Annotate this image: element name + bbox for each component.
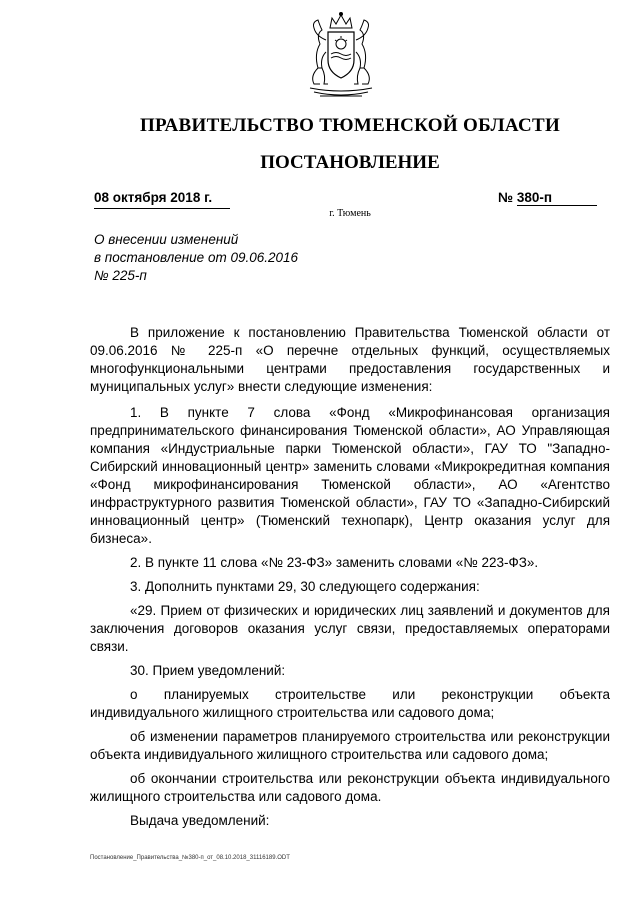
intro-paragraph: В приложение к постановлению Правительства Тюменской области от 09.06.2016 № 225-п «О перечне отдельных функций, осуществляемых многофункциональными центрами предоставления государственных и муниципальных услуг» внести следующие изменения: (90, 325, 610, 394)
notice-change-paragraph: об изменении параметров планируемого строительства или реконструкции объекта индивидуального жилищного строительства или садового дома; (90, 729, 610, 762)
decree-number: 380-п (517, 190, 597, 206)
issuance-paragraph: Выдача уведомлений: (130, 813, 270, 828)
decree-body (90, 324, 610, 836)
document-type: ПОСТАНОВЛЕНИЕ (260, 152, 440, 173)
city-name: г. Тюмень (329, 208, 371, 219)
notice-completion-paragraph: об окончании строительства или реконструкции объекта индивидуального жилищного строительства или садового дома. (90, 771, 610, 804)
number-sign: № (498, 190, 514, 205)
decree-subject (94, 231, 354, 285)
subject-line: в постановление от 09.06.2016 (94, 250, 299, 265)
notice-planned-paragraph: о планируемых строительстве или реконструкции объекта индивидуального жилищного строительства или садового дома; (90, 687, 610, 720)
decree-date: 08 октября 2018 г. (94, 190, 230, 209)
item-1-paragraph: 1. В пункте 7 слова «Фонд «Микрофинансовая организация предпринимательского финансирования Тюменской области», АО Управляющая компания «Индустриальные парки Тюменской области», ГАУ ТО "Западно-Сибирский инновационный центр» заменить словами «Микрокредитная компания «Фонд микрофинансирования Тюменской области», АО «Агентство инфраструктурного развития Тюменской области», ГАУ ТО «Западно-Сибирский инновационный центр» (Тюменский технопарк), Центр оказания услуг для бизнеса». (90, 405, 610, 546)
item-30-paragraph: 30. Прием уведомлений: (130, 663, 286, 678)
decree-number-line (498, 190, 606, 208)
item-2-paragraph: 2. В пункте 11 слова «№ 23-ФЗ» заменить словами «№ 223-ФЗ». (130, 555, 539, 570)
coat-of-arms-icon (300, 10, 382, 102)
item-3-paragraph: 3. Дополнить пунктами 29, 30 следующего содержания: (130, 579, 480, 594)
government-name: ПРАВИТЕЛЬСТВО ТЮМЕНСКОЙ ОБЛАСТИ (139, 115, 561, 136)
item-29-paragraph: «29. Прием от физических и юридических лиц заявлений и документов для заключения договоров оказания услуг связи, предоставляемых операторами связи. (90, 603, 610, 654)
subject-line: О внесении изменений (94, 232, 239, 247)
subject-line: № 225-п (94, 268, 147, 283)
file-name-footer: Постановление_Правительства_№380-п_от_08.10.2018_31116189.ODT (90, 855, 290, 861)
